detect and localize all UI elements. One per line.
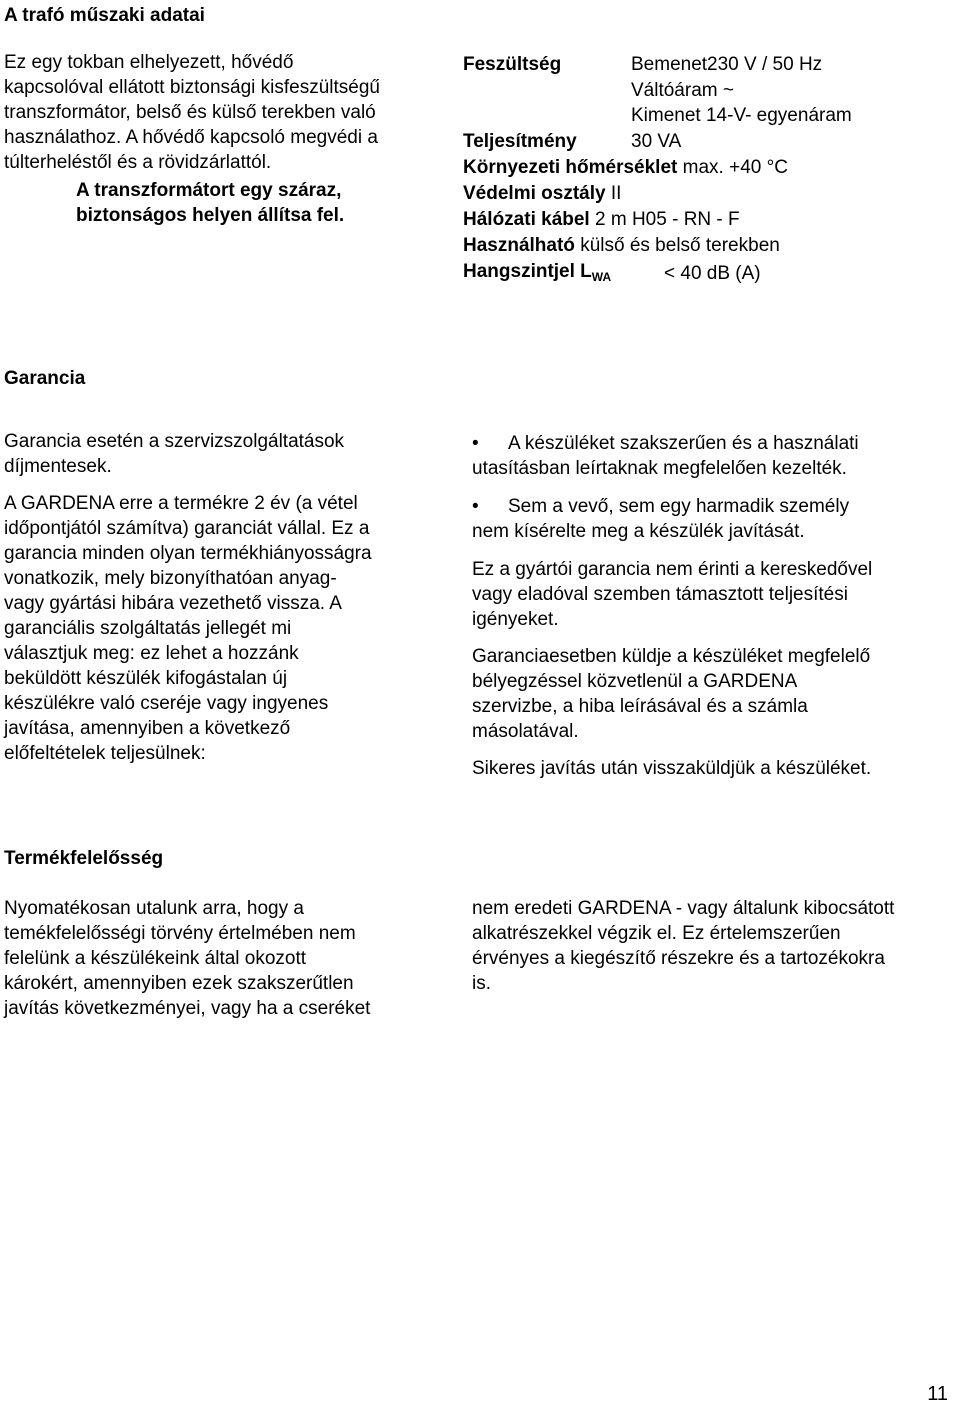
text-line: Ez egy tokban elhelyezett, hővédő (4, 52, 294, 73)
spec-label: Hálózati kábel (463, 209, 590, 230)
text-line: A készüléket szakszerűen és a használati (508, 433, 859, 454)
text-line: beküldött készülék kifogástalan új (4, 668, 288, 689)
text-line: garancia minden olyan termékhiányosságra (4, 543, 372, 564)
text-line: javítása, amennyiben a következő (4, 718, 291, 739)
section-title-liability: Termékfelelősség (4, 848, 164, 869)
liability-left-column (4, 896, 454, 1021)
spec-usable (463, 233, 780, 258)
spec-value: II (610, 183, 622, 204)
intro-paragraph (4, 50, 454, 175)
warranty-left-column (4, 429, 454, 766)
text-line: készülékre való cseréje vagy ingyenes (4, 693, 329, 714)
text-line: Garanciaesetben küldje a készüléket megfelelő (472, 646, 871, 667)
text-line: használathoz. A hővédő kapcsoló megvédi a (4, 127, 378, 148)
paragraph (4, 429, 454, 479)
spec-value: Bemenet230 V / 50 Hz (631, 54, 823, 75)
text-line: A GARDENA erre a termékre 2 év (a vétel (4, 493, 358, 514)
list-item (472, 494, 942, 544)
spec-label: Védelmi osztály (463, 183, 606, 204)
paragraph (472, 756, 952, 781)
text-line: vonatkozik, mely bizonyíthatóan anyag- (4, 568, 337, 589)
spec-power (463, 129, 577, 154)
text-line: transzformátor, belső és külső terekben való (4, 102, 376, 123)
text-line: vagy gyártási hibára vezethető vissza. A (4, 593, 342, 614)
spec-temperature (463, 155, 788, 180)
list-item (472, 431, 942, 481)
text-line: kapcsolóval ellátott biztonsági kisfeszültségű (4, 77, 380, 98)
text-line: garanciális szolgáltatás jellegét mi (4, 618, 292, 639)
text-line: Garancia esetén a szervizszolgáltatások (4, 431, 345, 452)
text-line: nem eredeti GARDENA - vagy általunk kibocsátott (472, 898, 895, 919)
page-number: 11 (927, 1383, 948, 1405)
safety-warning (76, 178, 344, 228)
spec-value: külső és belső terekben (580, 235, 780, 256)
text-line: biztonságos helyen állítsa fel. (76, 205, 345, 226)
spec-label: Teljesítmény (463, 131, 577, 152)
text-line: igényeket. (472, 609, 559, 630)
text-line: szervizbe, a hiba leírásával és a számla (472, 696, 808, 717)
section-title-warranty: Garancia (4, 368, 86, 389)
spec-value: max. +40 °C (682, 157, 788, 178)
warranty-right-column (472, 557, 952, 781)
spec-value: Kimenet 14-V- egyenáram (631, 105, 852, 126)
section-title-transformer: A trafó műszaki adatai (4, 5, 205, 26)
spec-value: Váltóáram ~ (631, 80, 734, 101)
text-line: időpontjától számítva) garanciát vállal. Ez a (4, 518, 370, 539)
text-line: felelünk a készülékeink által okozott (4, 948, 307, 969)
spec-label: Környezeti hőmérséklet (463, 157, 678, 178)
spec-label: Használható (463, 235, 575, 256)
text-line: utasításban leírtaknak megfelelően kezelték. (472, 458, 847, 479)
text-line: temékfelelősségi törvény értelmében nem (4, 923, 356, 944)
spec-value: 30 VA (631, 131, 682, 152)
text-line: Ez a gyártói garancia nem érinti a kereskedővel (472, 559, 873, 580)
text-line: javítás következményei, vagy ha a cseréket (4, 998, 371, 1019)
text-line: A transzformátort egy száraz, (76, 180, 342, 201)
text-line: károkért, amennyiben ezek szakszerűtlen (4, 973, 354, 994)
text-line: Sem a vevő, sem egy harmadik személy (508, 496, 850, 517)
text-line: választjuk meg: ez lehet a hozzánk (4, 643, 299, 664)
spec-protection (463, 181, 621, 206)
spec-value: < 40 dB (A) (664, 263, 761, 284)
spec-label: Feszültség (463, 54, 562, 75)
text-line: díjmentesek. (4, 456, 112, 477)
text-line: előfeltételek teljesülnek: (4, 743, 206, 764)
text-line: másolatával. (472, 721, 579, 742)
text-line: alkatrészekkel végzik el. Ez értelemszerűen (472, 923, 841, 944)
liability-right-column (472, 896, 958, 996)
spec-voltage (463, 52, 561, 77)
text-line: nem kísérelte meg a készülék javítását. (472, 521, 805, 542)
bullet-icon: • (472, 496, 479, 517)
spec-cable (463, 207, 740, 232)
paragraph (472, 644, 952, 744)
bullet-icon: • (472, 433, 479, 454)
text-line: Sikeres javítás után visszaküldjük a készüléket. (472, 758, 872, 779)
text-line: vagy eladóval szemben támasztott teljesítési (472, 584, 848, 605)
spec-label: Hangszintjel L (463, 261, 592, 282)
paragraph (4, 491, 454, 766)
paragraph (472, 557, 952, 632)
text-line: is. (472, 973, 491, 994)
spec-noise (463, 259, 611, 290)
spec-label-subscript: WA (591, 270, 612, 284)
text-line: Nyomatékosan utalunk arra, hogy a (4, 898, 304, 919)
text-line: érvényes a kiegészítő részekre és a tartozékokra (472, 948, 885, 969)
text-line: bélyegzéssel közvetlenül a GARDENA (472, 671, 798, 692)
spec-value: 2 m H05 - RN - F (595, 209, 740, 230)
text-line: túlterheléstől és a rövidzárlattól. (4, 152, 272, 173)
